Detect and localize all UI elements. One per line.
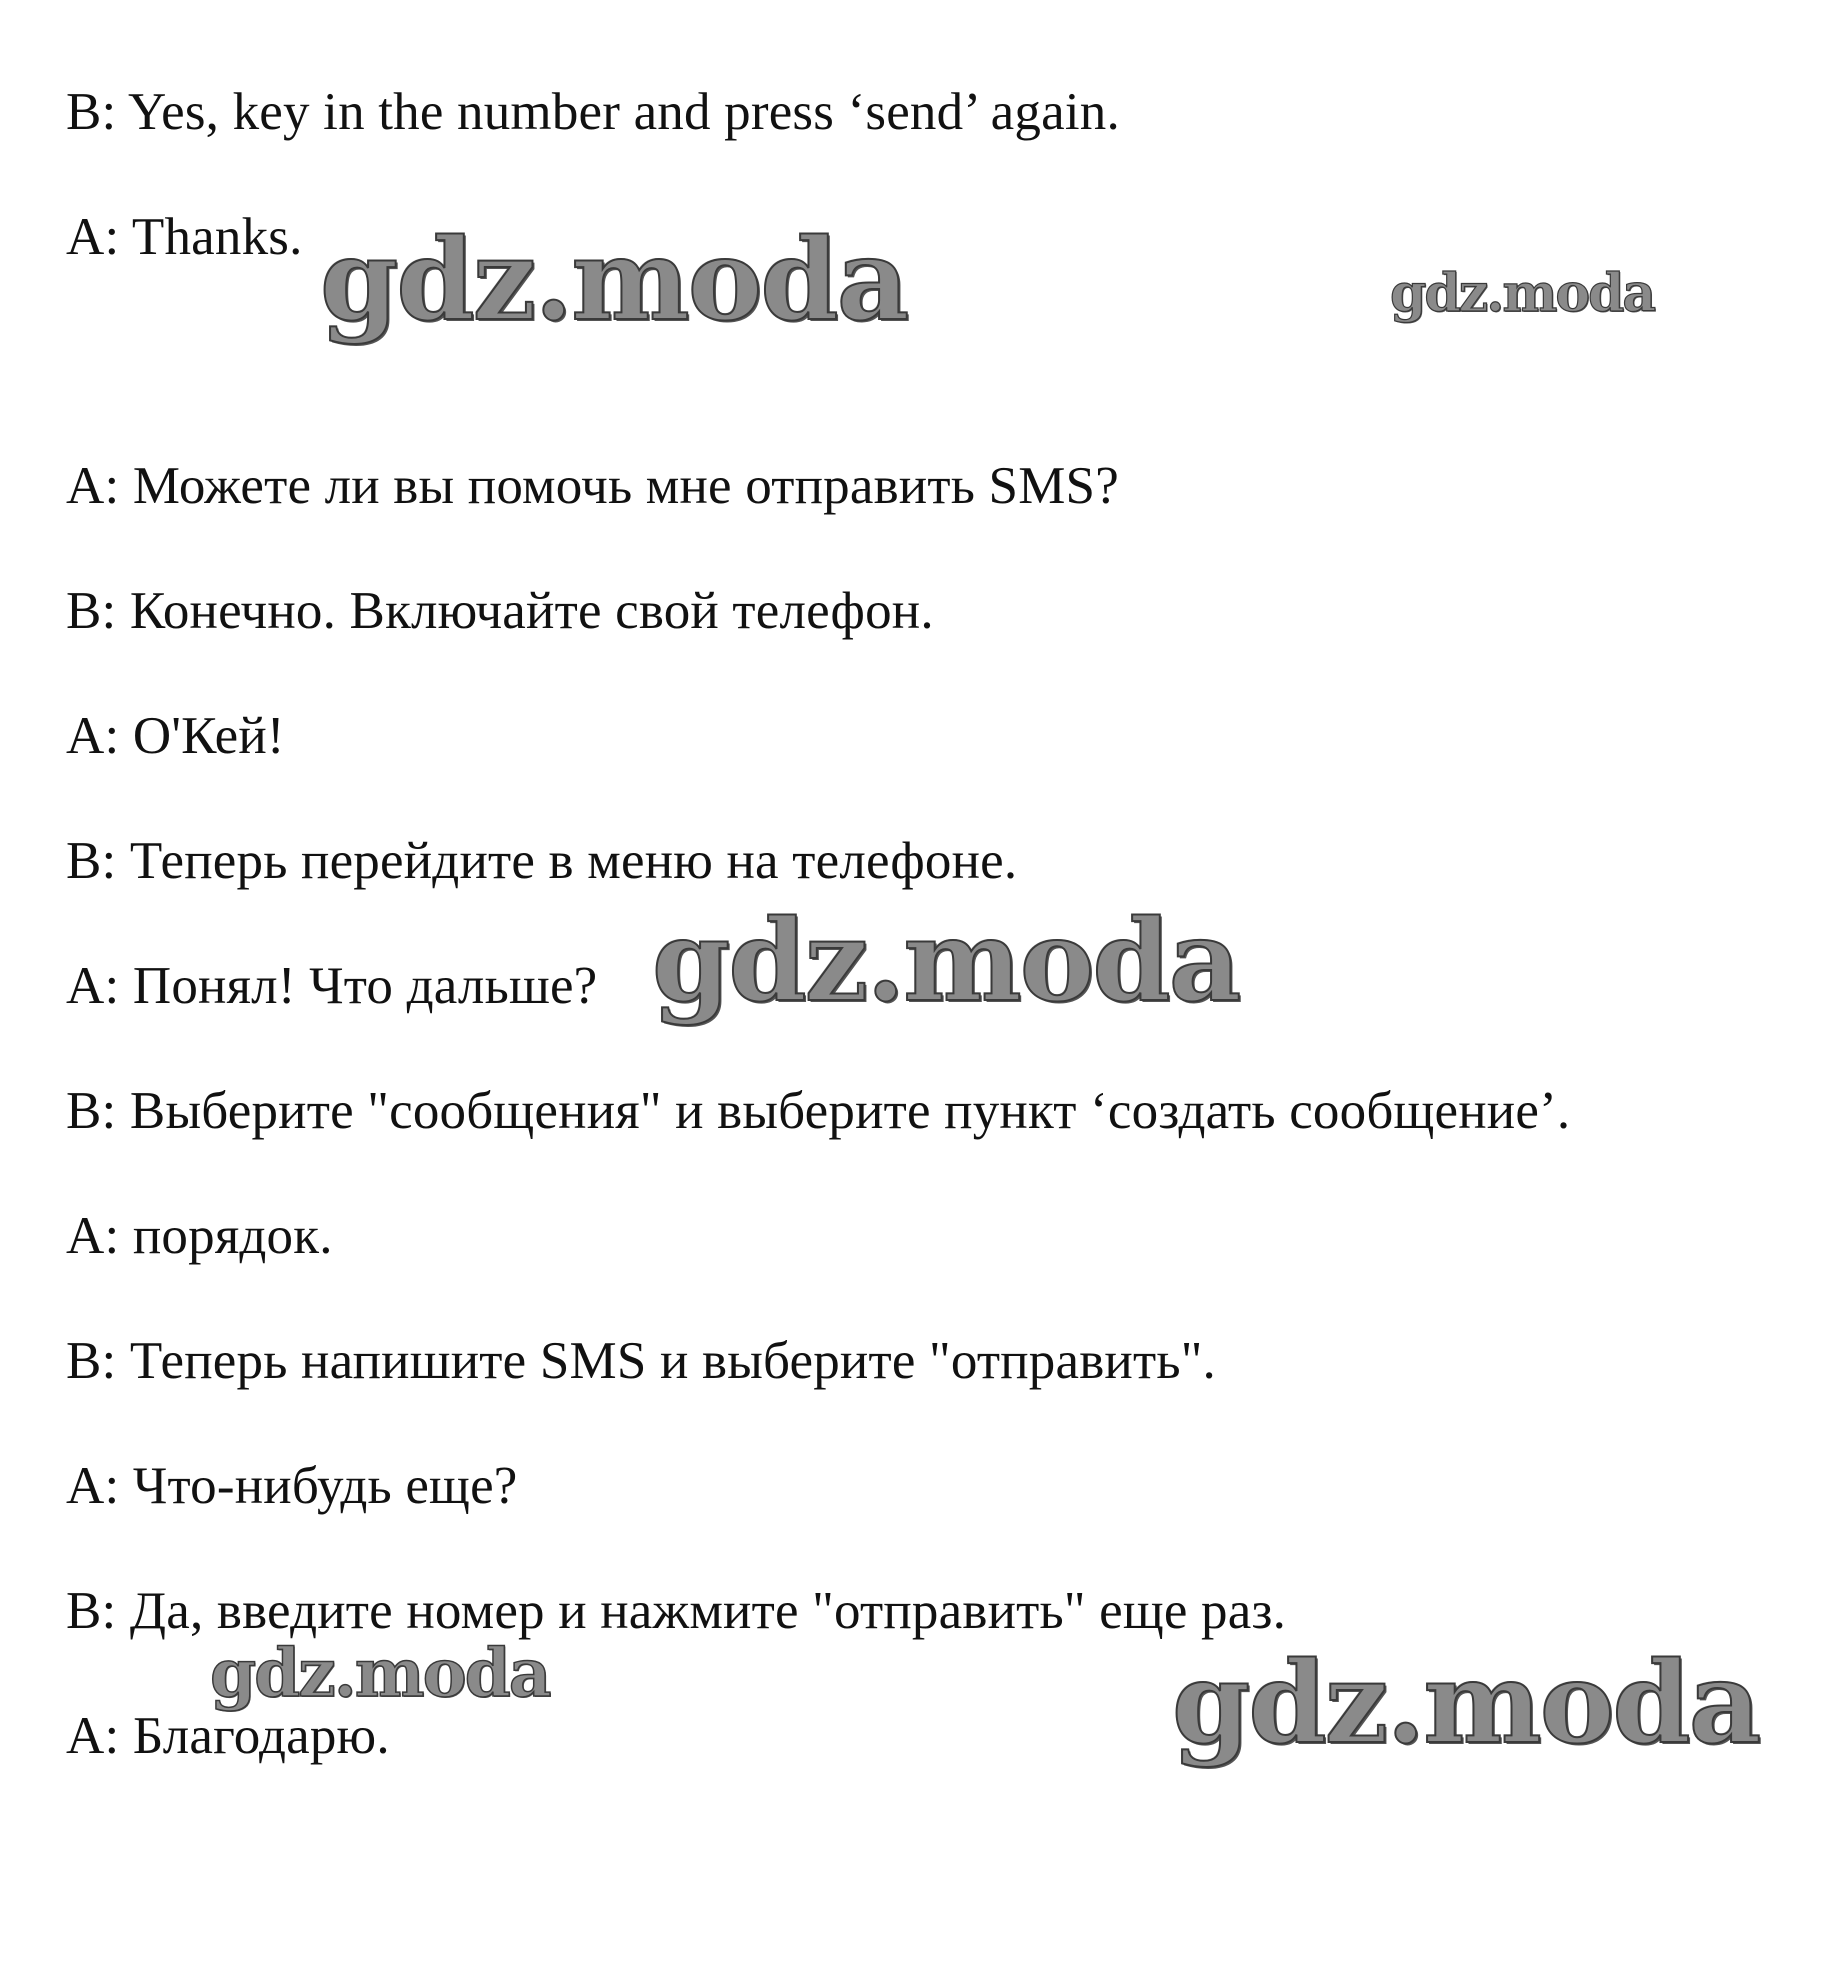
dialogue-line-8: B: Выберите "сообщения" и выберите пункт ‘создать сообщение’. <box>66 1082 1571 1140</box>
watermark-logo-2: gdz.moda <box>1390 263 1655 324</box>
dialogue-line-12: B: Да, введите номер и нажмите "отправить" еще раз. <box>66 1582 1287 1640</box>
dialogue-line-13: A: Благодарю. <box>66 1707 390 1765</box>
dialogue-line-4: B: Конечно. Включайте свой телефон. <box>66 582 934 640</box>
dialogue-line-3: A: Можете ли вы помочь мне отправить SMS? <box>66 457 1119 515</box>
dialogue-line-1: B: Yes, key in the number and press ‘send’ again. <box>66 83 1120 141</box>
dialogue-line-6: B: Теперь перейдите в меню на телефоне. <box>66 832 1018 890</box>
dialogue-line-2: A: Thanks. <box>66 208 303 266</box>
dialogue-line-11: A: Что-нибудь еще? <box>66 1457 518 1515</box>
watermark-logo-5: gdz.moda <box>1172 1638 1760 1769</box>
watermark-logo-4: gdz.moda <box>210 1634 550 1712</box>
watermark-logo-3: gdz.moda <box>652 896 1240 1027</box>
dialogue-line-7: A: Понял! Что дальше? <box>66 957 598 1015</box>
dialogue-line-9: A: порядок. <box>66 1207 333 1265</box>
watermark-logo-1: gdz.moda <box>320 215 908 346</box>
dialogue-line-5: A: О'Кей! <box>66 707 285 765</box>
dialogue-line-10: B: Теперь напишите SMS и выберите "отправить". <box>66 1332 1216 1390</box>
